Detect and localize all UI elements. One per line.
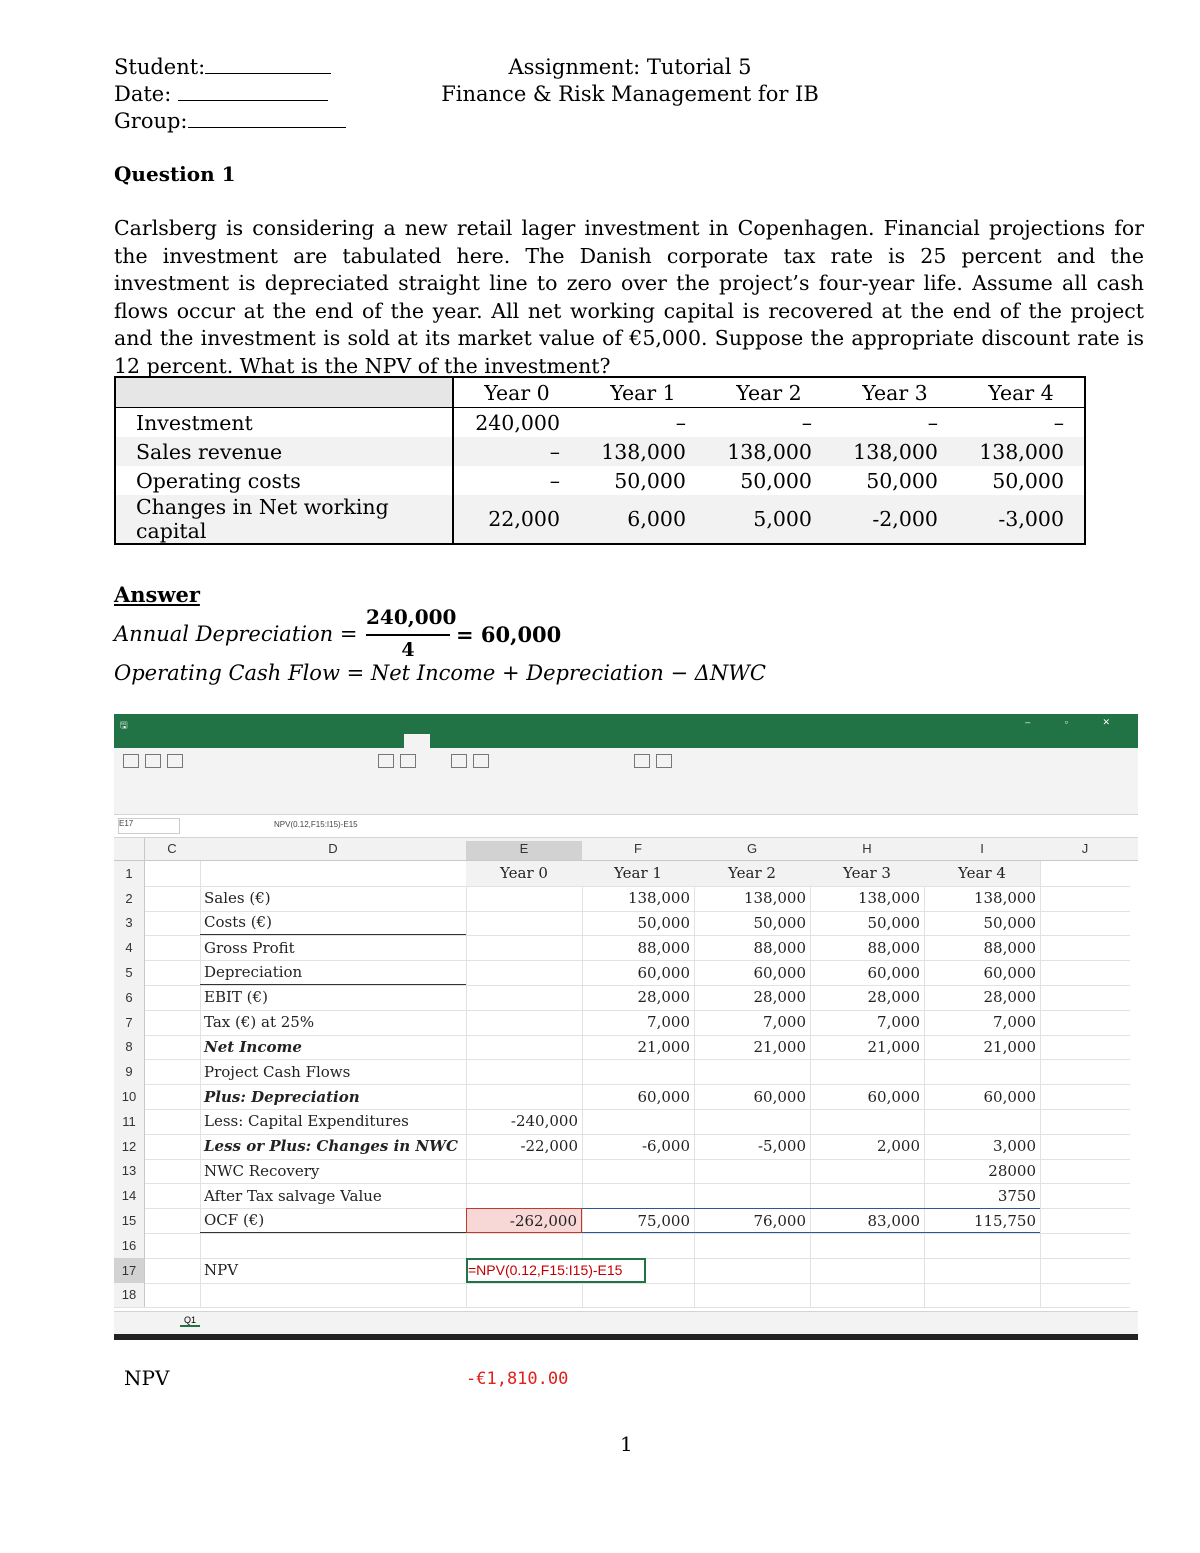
row-label-cell[interactable]: Depreciation: [200, 960, 466, 985]
cell-i[interactable]: 88,000: [983, 938, 1036, 957]
grid-line: [1040, 1233, 1041, 1258]
cell-f[interactable]: 7,000: [647, 1013, 690, 1032]
date-blank: [178, 82, 328, 101]
row-label-cell[interactable]: EBIT (€): [204, 988, 268, 1007]
table-cell: 138,000: [853, 439, 938, 464]
cell-f[interactable]: [582, 1059, 694, 1084]
cell-i[interactable]: [924, 1258, 1040, 1283]
table-cell: –: [1053, 410, 1064, 435]
date-label: Date:: [114, 82, 172, 106]
zoom-100-icon[interactable]: [400, 754, 416, 768]
fraction-bar: [366, 634, 450, 636]
cell-g[interactable]: 50,000: [753, 913, 806, 932]
cell-i[interactable]: [924, 1233, 1040, 1258]
table-row: [114, 1059, 1130, 1085]
cell-f[interactable]: 21,000: [637, 1037, 690, 1056]
table-row: [114, 1084, 1130, 1110]
row-number[interactable]: 12: [114, 1134, 145, 1159]
row-label-cell[interactable]: Less or Plus: Changes in NWC: [204, 1137, 458, 1156]
table-cell: –: [801, 410, 812, 435]
npv-label: NPV: [124, 1366, 170, 1390]
cell-h[interactable]: [810, 1183, 924, 1208]
group-label: Group:: [114, 109, 188, 133]
table-row: [114, 886, 1130, 912]
cell-f[interactable]: [582, 1109, 694, 1134]
cell-i[interactable]: 3,000: [993, 1137, 1036, 1156]
cell-e[interactable]: [466, 1283, 582, 1308]
cell-h[interactable]: Year 3: [810, 861, 924, 886]
row-label-cell[interactable]: OCF (€): [200, 1208, 466, 1233]
page-break-icon[interactable]: [145, 754, 161, 768]
npv-value: -€1,810.00: [466, 1369, 569, 1389]
name-box[interactable]: E17: [118, 818, 180, 834]
cell-i[interactable]: 138,000: [973, 889, 1036, 908]
table-row: [114, 935, 1130, 961]
sheet-tabs-bar: [114, 1311, 1138, 1334]
table-row: [114, 861, 1130, 887]
cell-i[interactable]: [924, 1109, 1040, 1134]
row-number[interactable]: 11: [114, 1109, 145, 1134]
answer-title: Answer: [114, 582, 200, 607]
cell-g[interactable]: [694, 1233, 810, 1258]
table-header-cell: Year 1: [610, 380, 676, 405]
cell-f[interactable]: Year 1: [582, 861, 694, 886]
cell-g[interactable]: [694, 1059, 810, 1084]
table-row: [114, 1183, 1130, 1209]
formula-text[interactable]: NPV(0.12,F15:I15)-E15: [274, 820, 358, 829]
cell-e[interactable]: [466, 960, 582, 985]
cell-i[interactable]: Year 4: [924, 861, 1040, 886]
grid-line: [1040, 1109, 1041, 1134]
row-number[interactable]: 18: [114, 1283, 145, 1308]
table-cell: –: [549, 468, 560, 493]
row-label-cell[interactable]: Sales (€): [204, 889, 271, 908]
cell-g[interactable]: [694, 1159, 810, 1184]
cell-g[interactable]: 21,000: [753, 1037, 806, 1056]
select-all-corner[interactable]: [114, 838, 145, 860]
excel-ribbon-tabs: [114, 734, 1138, 748]
cell-h[interactable]: [810, 1159, 924, 1184]
table-row: [114, 1134, 1130, 1160]
col-header-h[interactable]: H: [862, 841, 872, 856]
row-label-cell[interactable]: Gross Profit: [204, 938, 295, 957]
ribbon-icons: [120, 754, 675, 768]
table-cell: –: [549, 439, 560, 464]
cell-f[interactable]: [582, 1233, 694, 1258]
table-cell: 50,000: [992, 468, 1064, 493]
table-cell: 138,000: [727, 439, 812, 464]
row-label: Sales revenue: [115, 437, 453, 466]
table-header-cell: Year 4: [988, 380, 1054, 405]
cell-f[interactable]: [582, 1183, 694, 1208]
cell-e[interactable]: [466, 1233, 582, 1258]
cell-h[interactable]: [810, 1059, 924, 1084]
sheet-tab-active[interactable]: Q1: [180, 1315, 200, 1327]
grid-line: [1040, 1283, 1041, 1308]
cell-h[interactable]: 50,000: [867, 913, 920, 932]
cell-i[interactable]: 21,000: [983, 1037, 1036, 1056]
cell-e[interactable]: [466, 1059, 582, 1084]
row-label-cell[interactable]: NWC Recovery: [204, 1161, 320, 1180]
cell-e[interactable]: =NPV(0.12,F15:I15)-E15: [466, 1258, 646, 1283]
row-number[interactable]: 8: [114, 1035, 145, 1060]
excel-screenshot: [114, 714, 1138, 1340]
cell-h[interactable]: 88,000: [867, 938, 920, 957]
student-line: [114, 54, 331, 81]
cell-i[interactable]: 60,000: [983, 963, 1036, 982]
table-cell: –: [675, 410, 686, 435]
table-row: [114, 1109, 1130, 1135]
cell-g[interactable]: 60,000: [753, 963, 806, 982]
table-row: [114, 985, 1130, 1011]
row-label-cell[interactable]: Plus: Depreciation: [204, 1087, 360, 1106]
col-header-e[interactable]: E: [466, 841, 582, 860]
grid-line: [1040, 1084, 1041, 1109]
new-window-icon[interactable]: [451, 754, 467, 768]
formula-bar: [114, 815, 1138, 838]
cell-e[interactable]: [466, 1084, 582, 1109]
course-title: Finance & Risk Management for IB: [441, 82, 819, 106]
table-header-cell: Year 2: [736, 380, 802, 405]
row-number[interactable]: 10: [114, 1084, 145, 1109]
col-header-c[interactable]: C: [167, 841, 177, 856]
col-header-j[interactable]: J: [1081, 841, 1089, 856]
table-row: [114, 1258, 1130, 1284]
table-row: [114, 1283, 1130, 1309]
grid-line: [1040, 911, 1041, 936]
cell-e[interactable]: [466, 886, 582, 911]
cell-h[interactable]: 138,000: [857, 889, 920, 908]
table-cell: 138,000: [979, 439, 1064, 464]
depreciation-rhs: = 60,000: [456, 622, 562, 647]
table-cell: 50,000: [740, 468, 812, 493]
spreadsheet-grid: [114, 861, 1138, 1311]
cell-e[interactable]: -262,000: [466, 1208, 582, 1233]
cell-i[interactable]: 3750: [997, 1186, 1036, 1205]
student-label: Student:: [114, 55, 206, 79]
window-controls[interactable]: – ▫ ✕: [1025, 717, 1126, 727]
cell-h[interactable]: 83,000: [810, 1208, 924, 1233]
question-text: Carlsberg is considering a new retail lager investment in Copenhagen. Financial projections for the investment are tabulated here. The Danish corporate tax rate is 25 percent and the investment is depreciated straight line to zero over the project’s four-year life. Assume all cash flows occur at the end of the year. All net working capital is recovered at the end of the project and the investment is sold at its market value of €5,000. Suppose the appropriate discount rate is 12 percent. What is the NPV of the investment?: [114, 216, 1144, 378]
student-blank: [205, 55, 331, 74]
row-label-cell[interactable]: Net Income: [204, 1037, 302, 1056]
ocf-equation: Operating Cash Flow = Net Income + Depreciation − ΔNWC: [114, 661, 766, 685]
row-number[interactable]: 2: [114, 886, 145, 911]
grid-line: [1040, 1258, 1041, 1283]
col-header-d[interactable]: D: [328, 841, 338, 856]
table-cell: -3,000: [998, 507, 1064, 531]
table-row: [114, 1159, 1130, 1185]
row-number[interactable]: 13: [114, 1159, 145, 1184]
cell-h[interactable]: [810, 1258, 924, 1283]
row-number[interactable]: 7: [114, 1010, 145, 1035]
cell-e[interactable]: -22,000: [520, 1137, 578, 1156]
depreciation-lhs: Annual Depreciation =: [114, 622, 358, 646]
cell-f[interactable]: 60,000: [637, 1087, 690, 1106]
grid-line: [1040, 1035, 1041, 1060]
row-number[interactable]: 16: [114, 1233, 145, 1258]
grid-line: [1040, 861, 1041, 886]
group-line: [114, 108, 346, 135]
row-label-cell[interactable]: Project Cash Flows: [204, 1062, 351, 1081]
row-label-cell[interactable]: Less: Capital Expenditures: [204, 1112, 409, 1131]
table-cell: 50,000: [614, 468, 686, 493]
cell-e[interactable]: Year 0: [466, 861, 582, 886]
table-row: [115, 466, 1085, 495]
macros-icon[interactable]: [656, 754, 672, 768]
grid-line: [1040, 935, 1041, 960]
cell-h[interactable]: [810, 1109, 924, 1134]
cell-g[interactable]: 138,000: [743, 889, 806, 908]
cell-i[interactable]: [924, 1059, 1040, 1084]
table-row: [114, 960, 1130, 986]
row-label: Investment: [115, 408, 453, 438]
table-row: [115, 495, 1085, 544]
cell-e[interactable]: [466, 1183, 582, 1208]
column-headers: [114, 838, 1138, 861]
cell-f[interactable]: [582, 1159, 694, 1184]
table-cell: 240,000: [475, 410, 560, 435]
cell-i[interactable]: 28,000: [983, 988, 1036, 1007]
switch-windows-icon[interactable]: [634, 754, 650, 768]
row-label-cell[interactable]: [200, 861, 466, 886]
cell-h[interactable]: 60,000: [867, 963, 920, 982]
row-number[interactable]: 3: [114, 911, 145, 936]
cell-i[interactable]: 7,000: [993, 1013, 1036, 1032]
row-label: Changes in Net working capital: [115, 495, 453, 544]
table-row: [115, 408, 1085, 438]
page-layout-icon[interactable]: [167, 754, 183, 768]
cell-i[interactable]: [924, 1283, 1040, 1308]
row-label-cell[interactable]: Costs (€): [200, 911, 466, 936]
cell-e[interactable]: [466, 911, 582, 936]
cell-f[interactable]: 50,000: [637, 913, 690, 932]
cell-e[interactable]: [466, 1035, 582, 1060]
cell-h[interactable]: 7,000: [877, 1013, 920, 1032]
group-blank: [188, 109, 346, 128]
row-number[interactable]: 9: [114, 1059, 145, 1084]
cell-g[interactable]: 7,000: [763, 1013, 806, 1032]
cell-h[interactable]: 21,000: [867, 1037, 920, 1056]
arrange-icon[interactable]: [473, 754, 489, 768]
page-number: 1: [620, 1432, 633, 1456]
cell-h[interactable]: [810, 1283, 924, 1308]
row-number[interactable]: 15: [114, 1208, 145, 1233]
table-row: [114, 1035, 1130, 1061]
normal-view-icon[interactable]: [123, 754, 139, 768]
depreciation-denominator: 4: [401, 639, 415, 661]
cell-e[interactable]: [466, 935, 582, 960]
col-header-f[interactable]: F: [634, 841, 642, 856]
cell-i[interactable]: 50,000: [983, 913, 1036, 932]
grid-line: [1040, 1159, 1041, 1184]
cell-f[interactable]: 28,000: [637, 988, 690, 1007]
grid-line: [1040, 1010, 1041, 1035]
cell-g[interactable]: 28,000: [753, 988, 806, 1007]
cell-g[interactable]: [694, 1109, 810, 1134]
row-label-cell[interactable]: [200, 1283, 466, 1308]
table-cell: 5,000: [753, 507, 812, 531]
grid-line: [1040, 1183, 1041, 1208]
depreciation-numerator: 240,000: [366, 605, 457, 629]
row-label: Operating costs: [115, 466, 453, 495]
table-row: [114, 1010, 1130, 1036]
cell-g[interactable]: Year 2: [694, 861, 810, 886]
cell-e[interactable]: [466, 985, 582, 1010]
row-number[interactable]: 5: [114, 960, 145, 985]
cell-i[interactable]: 115,750: [924, 1208, 1040, 1233]
table-row: [114, 911, 1130, 937]
cell-f[interactable]: 75,000: [582, 1208, 694, 1233]
tab-view-active[interactable]: [404, 734, 430, 748]
cell-f[interactable]: [582, 1283, 694, 1308]
grid-line: [1040, 960, 1041, 985]
table-header-row: [115, 377, 1085, 408]
assignment-title: Assignment: Tutorial 5: [508, 55, 752, 79]
cell-g[interactable]: 60,000: [753, 1087, 806, 1106]
cell-h[interactable]: 28,000: [867, 988, 920, 1007]
table-cell: -2,000: [872, 507, 938, 531]
table-row: [114, 1208, 1130, 1234]
col-header-i[interactable]: I: [980, 841, 984, 856]
cell-g[interactable]: [694, 1183, 810, 1208]
cell-e[interactable]: [466, 1159, 582, 1184]
cell-h[interactable]: [810, 1233, 924, 1258]
cell-g[interactable]: -5,000: [757, 1137, 806, 1156]
cell-f[interactable]: -6,000: [641, 1137, 690, 1156]
cell-g[interactable]: 88,000: [753, 938, 806, 957]
cell-f[interactable]: 138,000: [627, 889, 690, 908]
grid-line: [1040, 1134, 1041, 1159]
table-row: [115, 437, 1085, 466]
table-cell: 22,000: [488, 507, 560, 531]
row-number[interactable]: 4: [114, 935, 145, 960]
table-cell: –: [927, 410, 938, 435]
row-label-cell[interactable]: After Tax salvage Value: [204, 1186, 382, 1205]
cell-e[interactable]: -240,000: [510, 1112, 578, 1131]
projection-table: [114, 376, 1086, 545]
cell-h[interactable]: 60,000: [867, 1087, 920, 1106]
col-header-g[interactable]: G: [746, 841, 758, 856]
table-cell: 6,000: [627, 507, 686, 531]
table-cell: 138,000: [601, 439, 686, 464]
table-header-cell: Year 3: [862, 380, 928, 405]
row-number[interactable]: 6: [114, 985, 145, 1010]
cell-e[interactable]: [466, 1010, 582, 1035]
cell-f[interactable]: 88,000: [637, 938, 690, 957]
cell-i[interactable]: 28000: [988, 1161, 1036, 1180]
row-label-cell[interactable]: [200, 1233, 466, 1258]
table-cell: 50,000: [866, 468, 938, 493]
row-number[interactable]: 14: [114, 1183, 145, 1208]
table-header-cell: [115, 377, 453, 408]
row-label-cell[interactable]: NPV: [204, 1261, 239, 1280]
row-number[interactable]: 1: [114, 861, 145, 886]
row-label-cell[interactable]: Tax (€) at 25%: [204, 1013, 315, 1032]
row-number[interactable]: 17: [114, 1258, 145, 1283]
cell-h[interactable]: 2,000: [877, 1137, 920, 1156]
zoom-icon[interactable]: [378, 754, 394, 768]
date-line: [114, 81, 328, 108]
question-title: Question 1: [114, 162, 236, 186]
grid-line: [1040, 886, 1041, 911]
table-header-cell: Year 0: [484, 380, 550, 405]
cell-f[interactable]: 60,000: [637, 963, 690, 982]
table-row: [114, 1233, 1130, 1259]
cell-i[interactable]: 60,000: [983, 1087, 1036, 1106]
cell-g[interactable]: [694, 1283, 810, 1308]
cell-g[interactable]: 76,000: [694, 1208, 810, 1233]
grid-line: [1040, 1059, 1041, 1084]
cell-g[interactable]: [694, 1258, 810, 1283]
excel-title-bar: [114, 714, 1138, 734]
grid-line: [1040, 985, 1041, 1010]
save-icon[interactable]: 🖫: [120, 720, 128, 730]
excel-ribbon: [114, 748, 1138, 815]
grid-line: [1040, 1208, 1041, 1233]
